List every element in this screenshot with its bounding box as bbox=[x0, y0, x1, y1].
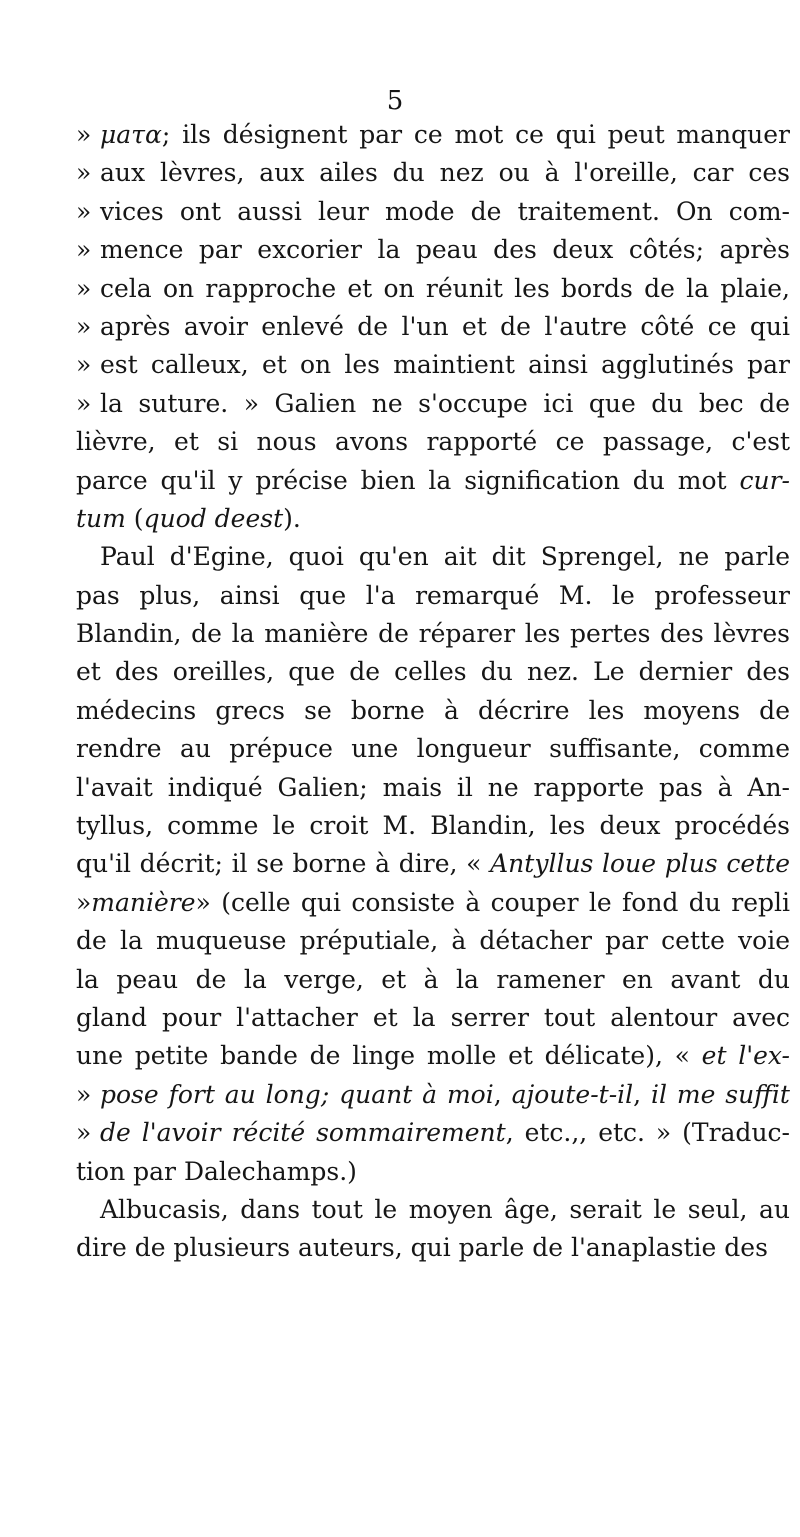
quote-mark: » bbox=[76, 1118, 92, 1148]
line-text: une petite bande de linge molle et délicate), « bbox=[76, 1041, 702, 1071]
text-line bbox=[76, 653, 796, 691]
line-text: et des oreilles, que de celles du nez. Le dernier des bbox=[76, 657, 790, 687]
text-line bbox=[76, 1037, 796, 1075]
line-text: gland pour l'attacher et la serrer tout alentour avec bbox=[76, 1002, 790, 1032]
line-text: l'avait indiqué Galien; mais il ne rapporte pas à An- bbox=[76, 772, 790, 802]
quote-mark: » bbox=[76, 350, 92, 380]
line-text: aux lèvres, aux ailes du nez ou à l'oreille, car ces bbox=[100, 158, 790, 188]
text-line bbox=[76, 577, 796, 615]
quote-mark: » bbox=[76, 235, 92, 265]
line-text: après avoir enlevé de l'un et de l'autre côté ce qui bbox=[100, 311, 790, 341]
text-line bbox=[76, 1191, 796, 1229]
quote-mark: » bbox=[76, 273, 92, 303]
italic-text: manière bbox=[91, 887, 196, 917]
line-text: est calleux, et on les maintient ainsi agglutinés par bbox=[100, 350, 790, 380]
quote-mark: » bbox=[76, 388, 92, 418]
text-line bbox=[76, 692, 796, 730]
line-text: ; ils désignent par ce mot ce qui peut manquer bbox=[161, 120, 790, 149]
line-text: la suture. » Galien ne s'occupe ici que du bec de bbox=[100, 388, 790, 418]
text-line bbox=[76, 500, 796, 538]
italic-text: de l'avoir récité sommairement bbox=[100, 1118, 506, 1148]
line-text: pas plus, ainsi que l'a remarqué M. le professeur bbox=[76, 580, 790, 610]
line-text: ( bbox=[125, 503, 144, 533]
italic-text: quod deest bbox=[143, 503, 284, 533]
line-text: » (celle qui consiste à couper le fond du repli bbox=[195, 887, 790, 917]
body-text bbox=[76, 116, 796, 1268]
line-text: tyllus, comme le croit M. Blandin, les deux procédés bbox=[76, 811, 790, 841]
quote-mark: » bbox=[76, 1079, 92, 1109]
line-text: ). bbox=[283, 503, 301, 533]
line-text: la peau de la verge, et à la ramener en avant du bbox=[76, 964, 790, 994]
line-text: , bbox=[633, 1079, 652, 1109]
line-text: lièvre, et si nous avons rapporté ce passage, c'est bbox=[76, 427, 790, 457]
line-text: Paul d'Egine, quoi qu'en ait dit Sprengel, ne parle bbox=[100, 542, 790, 572]
text-line bbox=[76, 615, 796, 653]
quote-mark: » bbox=[76, 311, 92, 341]
text-line bbox=[76, 193, 796, 231]
quote-mark: » bbox=[76, 196, 92, 226]
text-line bbox=[76, 884, 796, 922]
text-line bbox=[76, 961, 796, 999]
quote-mark: » bbox=[76, 158, 92, 188]
text-line bbox=[76, 116, 796, 154]
italic-text: μaτα bbox=[100, 120, 162, 149]
line-text: Blandin, de la manière de réparer les pertes des lèvres bbox=[76, 619, 790, 649]
text-line bbox=[76, 1114, 796, 1152]
line-text: mence par excorier la peau des deux côtés; après bbox=[100, 235, 790, 265]
italic-text: Antyllus loue plus cette bbox=[490, 849, 790, 879]
text-line bbox=[76, 1229, 796, 1267]
text-line bbox=[76, 231, 796, 269]
line-text: dire de plusieurs auteurs, qui parle de l'anaplastie des bbox=[76, 1233, 768, 1263]
line-text: vices ont aussi leur mode de traitement. On com- bbox=[100, 196, 790, 226]
text-line bbox=[76, 1076, 796, 1114]
line-text: cela on rapproche et on réunit les bords de la plaie, bbox=[100, 273, 790, 303]
italic-text: et l'ex- bbox=[701, 1041, 790, 1071]
italic-text: tum bbox=[76, 503, 126, 533]
line-text: parce qu'il y précise bien la signification du mot bbox=[76, 465, 740, 495]
text-line bbox=[76, 807, 796, 845]
text-line bbox=[76, 423, 796, 461]
page-number: 5 bbox=[386, 86, 404, 116]
text-line bbox=[76, 346, 796, 384]
text-line bbox=[76, 845, 796, 883]
line-text: , etc.,, etc. » (Traduc- bbox=[505, 1118, 790, 1148]
text-line bbox=[76, 730, 796, 768]
text-line bbox=[76, 154, 796, 192]
text-line bbox=[76, 922, 796, 960]
italic-text: il me suffit bbox=[651, 1079, 790, 1109]
line-text: qu'il décrit; il se borne à dire, « bbox=[76, 849, 491, 879]
line-text: médecins grecs se borne à décrire les moyens de bbox=[76, 695, 790, 725]
text-line bbox=[76, 1153, 796, 1191]
line-text: , bbox=[493, 1079, 512, 1109]
line-text: Albucasis, dans tout le moyen âge, serait le seul, au bbox=[100, 1194, 790, 1224]
line-text: de la muqueuse préputiale, à détacher par cette voie bbox=[76, 926, 790, 956]
text-line bbox=[76, 308, 796, 346]
text-line bbox=[76, 462, 796, 500]
quote-mark: » bbox=[76, 120, 92, 149]
text-line bbox=[76, 385, 796, 423]
text-line bbox=[76, 270, 796, 308]
italic-text: pose fort au long; quant à moi bbox=[100, 1079, 494, 1109]
italic-text: cur- bbox=[739, 465, 790, 495]
text-line bbox=[76, 999, 796, 1037]
line-text: tion par Dalechamps.) bbox=[76, 1156, 357, 1186]
line-text: rendre au prépuce une longueur suffisante, comme bbox=[76, 734, 790, 764]
text-line bbox=[76, 769, 796, 807]
text-line bbox=[76, 538, 796, 576]
line-text: » bbox=[76, 887, 92, 917]
italic-text: ajoute-t-il bbox=[511, 1079, 634, 1109]
